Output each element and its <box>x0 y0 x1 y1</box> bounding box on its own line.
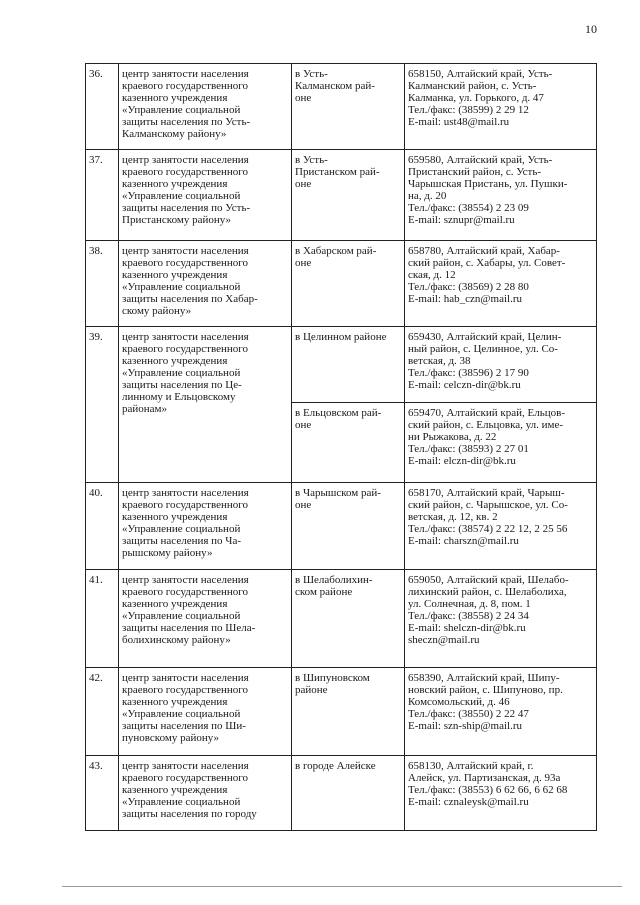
table-row <box>86 756 597 831</box>
text-line: E-mail: ust48@mail.ru <box>408 116 510 128</box>
text-line: районам» <box>122 403 167 415</box>
row-number: 41. <box>86 570 119 668</box>
text-line: «Управление социальной <box>122 523 241 535</box>
organization-name <box>119 756 292 831</box>
text-line: краевого государственного <box>122 684 248 696</box>
text-line: краевого государственного <box>122 80 248 92</box>
text-line: ский район, с. Ельцовка, ул. име- <box>408 419 564 431</box>
text-line: в Чарышском рай- <box>295 487 381 499</box>
text-line: 659470, Алтайский край, Ельцов- <box>408 407 565 419</box>
text-line: Тел./факс: (38569) 2 28 80 <box>408 281 529 293</box>
text-line: Тел./факс: (38550) 2 22 47 <box>408 708 529 720</box>
text-line: Тел./факс: (38599) 2 29 12 <box>408 104 529 116</box>
text-line: 658780, Алтайский край, Хабар- <box>408 245 560 257</box>
text-line: E-mail: sznupr@mail.ru <box>408 214 515 226</box>
service-area <box>292 756 405 831</box>
text-line: оне <box>295 92 312 104</box>
text-line: ский район, с. Чарышское, ул. Со- <box>408 499 568 511</box>
text-line: 659430, Алтайский край, Целин- <box>408 331 562 343</box>
text-line: «Управление социальной <box>122 708 241 720</box>
text-line: Тел./факс: (38593) 2 27 01 <box>408 443 529 455</box>
text-line: ветская, д. 12, кв. 2 <box>408 511 498 523</box>
organization-name <box>119 668 292 756</box>
row-number: 36. <box>86 64 119 150</box>
text-line: «Управление социальной <box>122 610 241 622</box>
organization-name <box>119 570 292 668</box>
contact-address <box>405 64 597 150</box>
text-line: в Целинном районе <box>295 331 387 343</box>
row-number: 42. <box>86 668 119 756</box>
text-line: в Усть- <box>295 68 328 80</box>
text-line: центр занятости населения <box>122 487 249 499</box>
text-line: в Усть- <box>295 154 328 166</box>
text-line: оне <box>295 257 312 269</box>
row-number: 37. <box>86 150 119 241</box>
row-number: 43. <box>86 756 119 831</box>
contact-address <box>405 150 597 241</box>
organization-name <box>119 241 292 327</box>
text-line: защиты населения по Ши- <box>122 720 246 732</box>
text-line: центр занятости населения <box>122 672 249 684</box>
text-line: 659580, Алтайский край, Усть- <box>408 154 553 166</box>
text-line: Тел./факс: (38553) 6 62 66, 6 62 68 <box>408 784 568 796</box>
service-area <box>292 668 405 756</box>
contact-address <box>405 327 597 403</box>
table-row <box>86 483 597 570</box>
row-number: 40. <box>86 483 119 570</box>
text-line: Комсомольский, д. 46 <box>408 696 510 708</box>
text-line: E-mail: szn-ship@mail.ru <box>408 720 522 732</box>
text-line: защиты населения по Шела- <box>122 622 256 634</box>
text-line: центр занятости населения <box>122 574 249 586</box>
service-area <box>292 327 405 403</box>
service-area <box>292 64 405 150</box>
text-line: Тел./факс: (38574) 2 22 12, 2 25 56 <box>408 523 568 535</box>
table-row <box>86 150 597 241</box>
text-line: краевого государственного <box>122 586 248 598</box>
text-line: краевого государственного <box>122 772 248 784</box>
text-line: Пристанскому району» <box>122 214 232 226</box>
text-line: ский район, с. Хабары, ул. Совет- <box>408 257 566 269</box>
text-line: казенного учреждения <box>122 269 228 281</box>
text-line: 658170, Алтайский край, Чарыш- <box>408 487 565 499</box>
service-area <box>292 150 405 241</box>
text-line: краевого государственного <box>122 166 248 178</box>
page-number: 10 <box>585 22 597 36</box>
text-line: краевого государственного <box>122 257 248 269</box>
text-line: в Шелаболихин- <box>295 574 373 586</box>
text-line: краевого государственного <box>122 343 248 355</box>
text-line: районе <box>295 684 328 696</box>
row-number: 39. <box>86 327 119 483</box>
service-area <box>292 241 405 327</box>
text-line: E-mail: cznaleysk@mail.ru <box>408 796 529 808</box>
text-line: краевого государственного <box>122 499 248 511</box>
text-line: пуновскому району» <box>122 732 220 744</box>
text-line: «Управление социальной <box>122 796 241 808</box>
text-line: Пристанском рай- <box>295 166 380 178</box>
text-line: казенного учреждения <box>122 784 228 796</box>
text-line: ском районе <box>295 586 353 598</box>
text-line: 658150, Алтайский край, Усть- <box>408 68 553 80</box>
text-line: в Шипуновском <box>295 672 370 684</box>
text-line: ветская, д. 38 <box>408 355 471 367</box>
contact-address <box>405 241 597 327</box>
table-row <box>86 64 597 150</box>
text-line: Калманка, ул. Горького, д. 47 <box>408 92 544 104</box>
text-line: казенного учреждения <box>122 511 228 523</box>
contact-address <box>405 483 597 570</box>
text-line: Калманском рай- <box>295 80 375 92</box>
text-line: E-mail: charszn@mail.ru <box>408 535 519 547</box>
text-line: защиты населения по Усть- <box>122 116 251 128</box>
text-line: Калманский район, с. Усть- <box>408 80 537 92</box>
text-line: казенного учреждения <box>122 178 228 190</box>
text-line: линному и Ельцовскому <box>122 391 236 403</box>
text-line: ская, д. 12 <box>408 269 456 281</box>
text-line: 659050, Алтайский край, Шелабо- <box>408 574 569 586</box>
table-row <box>86 327 597 403</box>
employment-centers-table <box>85 63 597 831</box>
organization-name <box>119 327 292 483</box>
text-line: 658130, Алтайский край, г. <box>408 760 534 772</box>
text-line: центр занятости населения <box>122 68 249 80</box>
text-line: Тел./факс: (38596) 2 17 90 <box>408 367 529 379</box>
text-line: Тел./факс: (38558) 2 24 34 <box>408 610 529 622</box>
text-line: на, д. 20 <box>408 190 447 202</box>
organization-name <box>119 64 292 150</box>
text-line: E-mail: shelczn-dir@bk.ru <box>408 622 526 634</box>
text-line: защиты населения по Усть- <box>122 202 251 214</box>
text-line: «Управление социальной <box>122 190 241 202</box>
text-line: болихинскому району» <box>122 634 231 646</box>
text-line: «Управление социальной <box>122 104 241 116</box>
contact-address <box>405 668 597 756</box>
text-line: оне <box>295 178 312 190</box>
service-area <box>292 570 405 668</box>
text-line: в Ельцовском рай- <box>295 407 382 419</box>
text-line: центр занятости населения <box>122 760 249 772</box>
text-line: E-mail: elczn-dir@bk.ru <box>408 455 516 467</box>
text-line: ул. Солнечная, д. 8, пом. 1 <box>408 598 531 610</box>
service-area <box>292 403 405 483</box>
text-line: Чарышская Пристань, ул. Пушки- <box>408 178 568 190</box>
text-line: оне <box>295 419 312 431</box>
organization-name <box>119 150 292 241</box>
text-line: казенного учреждения <box>122 696 228 708</box>
contact-address <box>405 403 597 483</box>
text-line: sheczn@mail.ru <box>408 634 480 646</box>
table-row <box>86 241 597 327</box>
text-line: скому району» <box>122 305 192 317</box>
text-line: новский район, с. Шипуново, пр. <box>408 684 563 696</box>
text-line: Пристанский район, с. Усть- <box>408 166 542 178</box>
text-line: центр занятости населения <box>122 154 249 166</box>
text-line: 658390, Алтайский край, Шипу- <box>408 672 560 684</box>
organization-name <box>119 483 292 570</box>
text-line: в Хабарском рай- <box>295 245 377 257</box>
service-area <box>292 483 405 570</box>
text-line: ный район, с. Целинное, ул. Со- <box>408 343 558 355</box>
table-row <box>86 668 597 756</box>
text-line: Калманскому району» <box>122 128 227 140</box>
text-line: «Управление социальной <box>122 367 241 379</box>
text-line: E-mail: celczn-dir@bk.ru <box>408 379 521 391</box>
text-line: рышскому району» <box>122 547 213 559</box>
text-line: «Управление социальной <box>122 281 241 293</box>
text-line: казенного учреждения <box>122 598 228 610</box>
contact-address <box>405 570 597 668</box>
bottom-rule <box>62 886 622 887</box>
text-line: защиты населения по Ча- <box>122 535 241 547</box>
contact-address <box>405 756 597 831</box>
text-line: защиты населения по городу <box>122 808 257 820</box>
text-line: Тел./факс: (38554) 2 23 09 <box>408 202 529 214</box>
text-line: в городе Алейске <box>295 760 376 772</box>
text-line: E-mail: hab_czn@mail.ru <box>408 293 522 305</box>
text-line: ни Рыжакова, д. 22 <box>408 431 497 443</box>
text-line: казенного учреждения <box>122 355 228 367</box>
text-line: защиты населения по Це- <box>122 379 242 391</box>
table-row <box>86 570 597 668</box>
text-line: центр занятости населения <box>122 331 249 343</box>
row-number: 38. <box>86 241 119 327</box>
text-line: лихинский район, с. Шелаболиха, <box>408 586 567 598</box>
text-line: Алейск, ул. Партизанская, д. 93а <box>408 772 561 784</box>
text-line: оне <box>295 499 312 511</box>
text-line: казенного учреждения <box>122 92 228 104</box>
table-body <box>86 64 597 831</box>
text-line: центр занятости населения <box>122 245 249 257</box>
text-line: защиты населения по Хабар- <box>122 293 258 305</box>
